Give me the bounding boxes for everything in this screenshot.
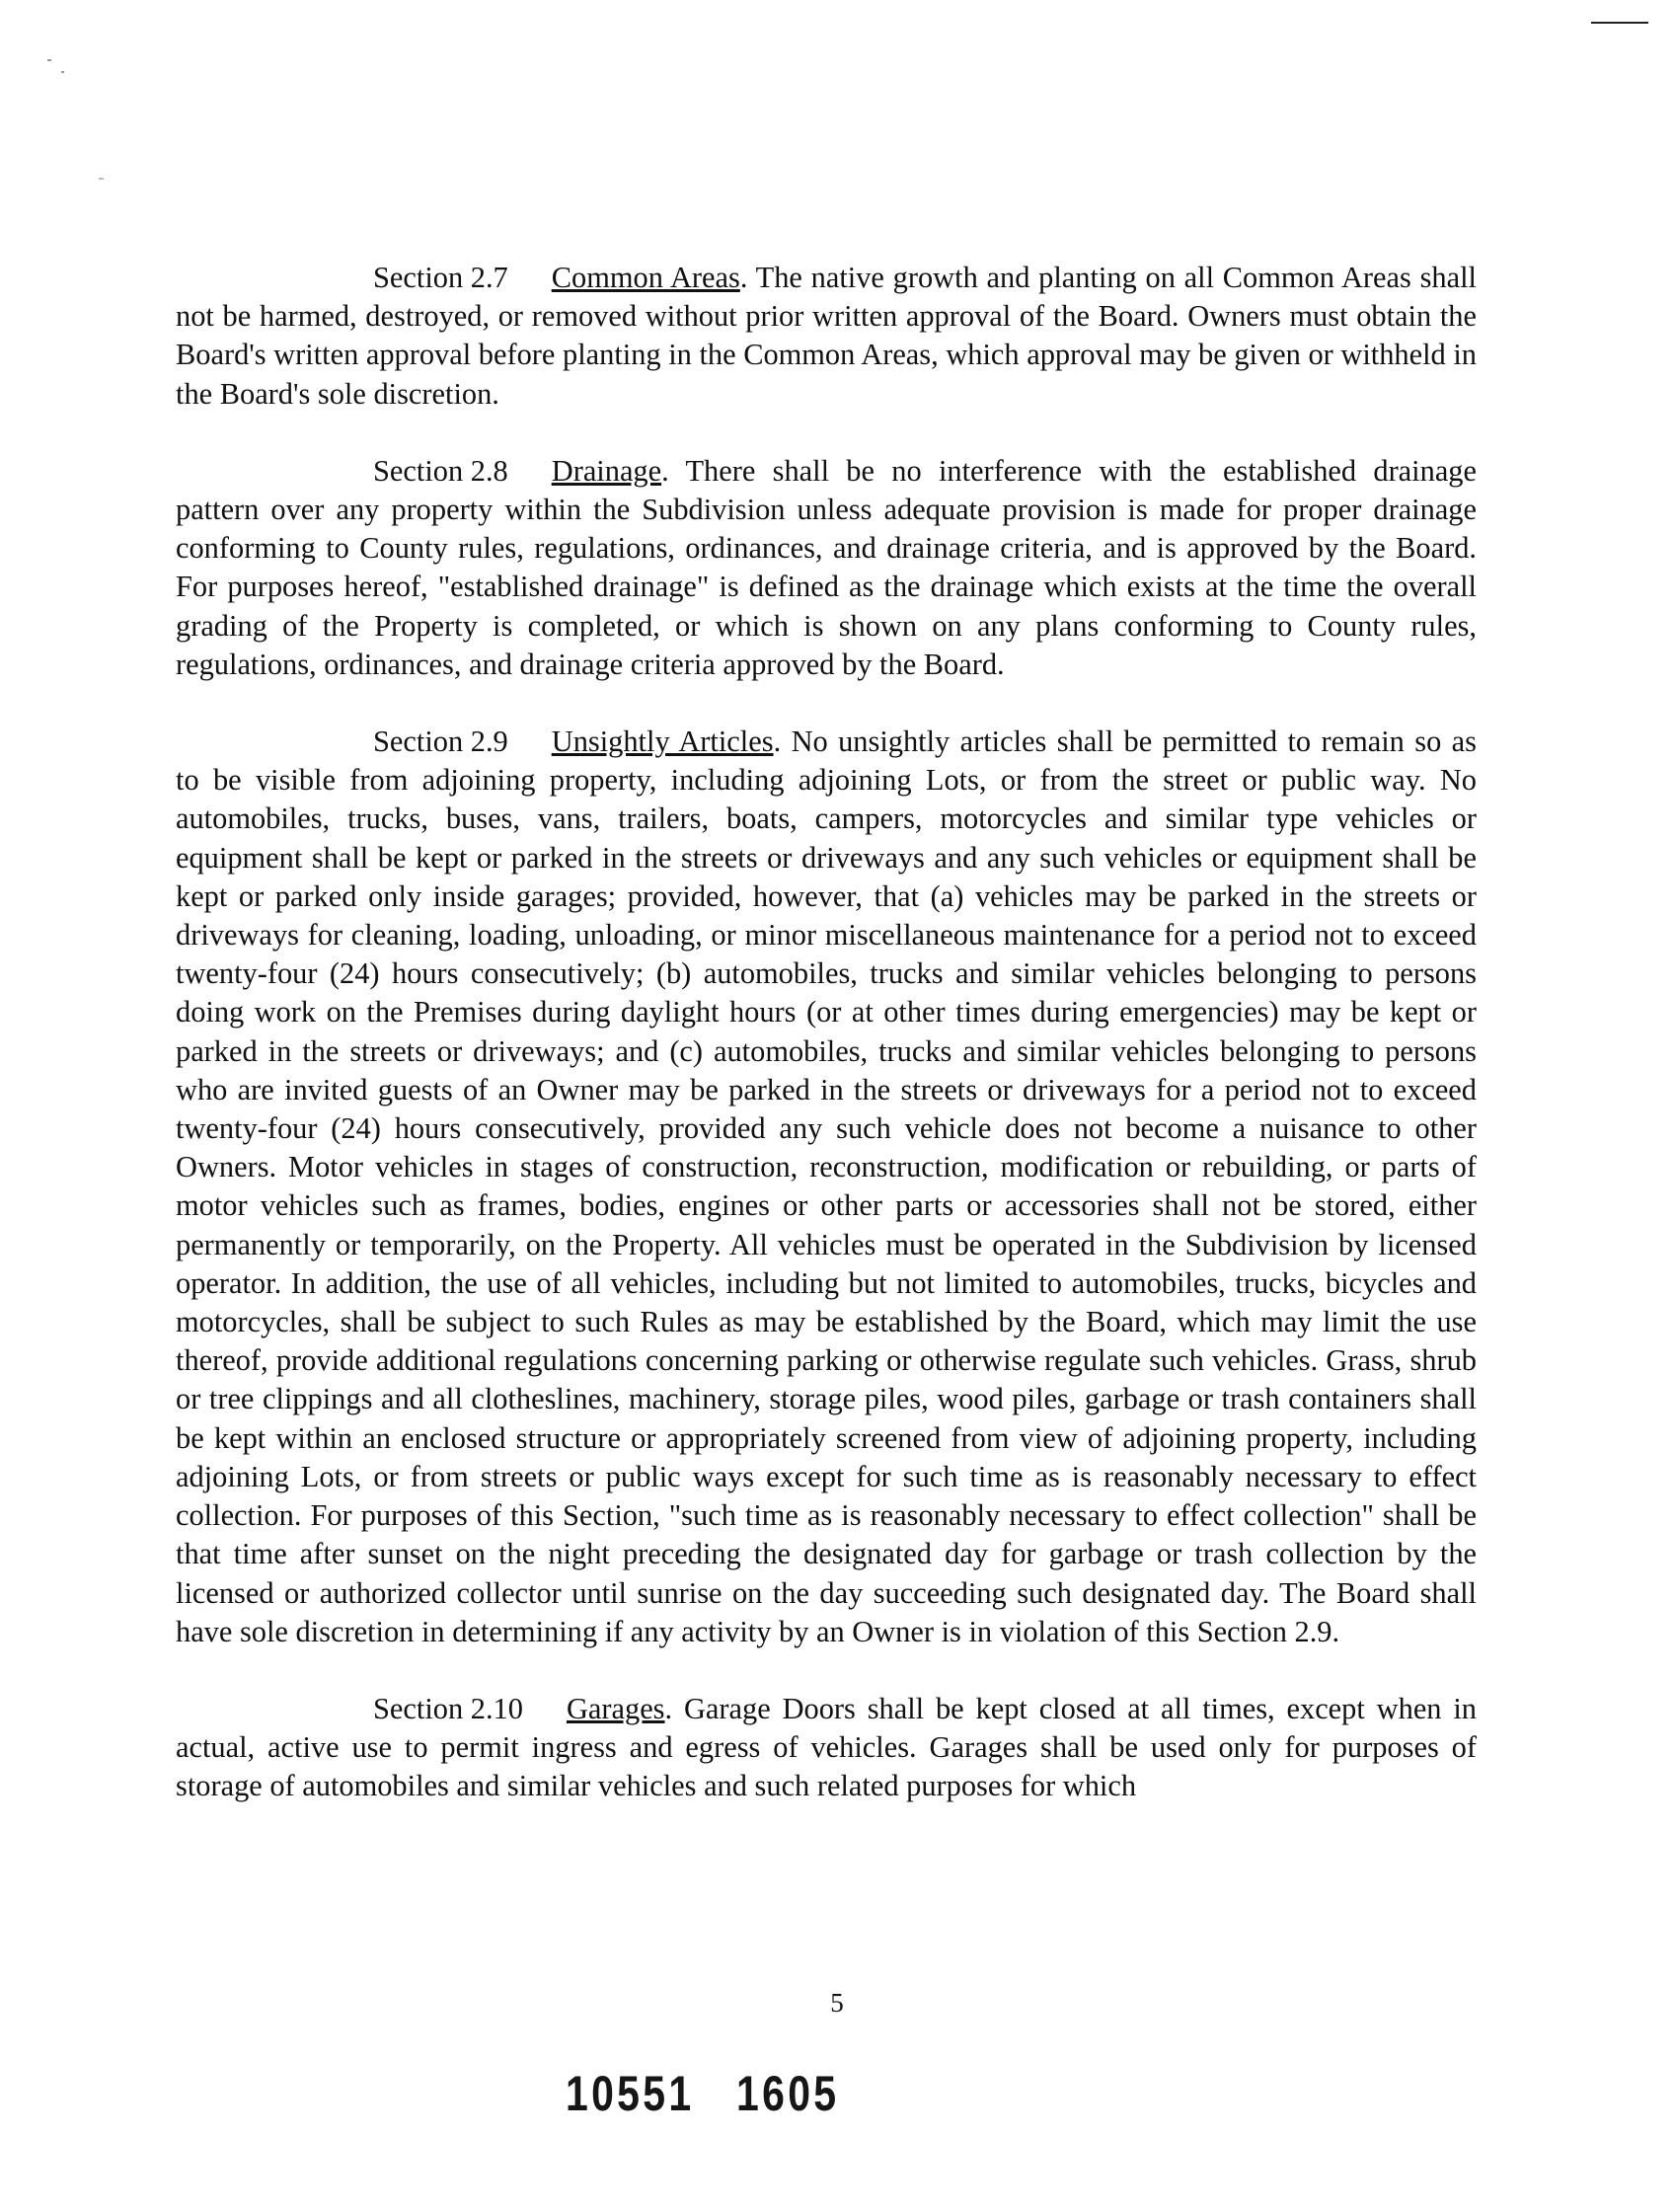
section-number: Section 2.9 <box>373 725 508 759</box>
section-number: Section 2.7 <box>373 261 508 294</box>
section-2-9: Section 2.9 Unsightly Articles. No unsightly articles shall be permitted to remain so as to be visible from adjoining property, including adjoining Lots, or from the street or public way. No automobiles, trucks, buses, vans, trailers, boats, campers, motorcycles and similar type vehicles or equipment shall be kept or parked in the streets or driveways and any such vehicles or equipment shall be kept or parked only inside garages; provided, however, that (a) vehicles may be parked in the streets or driveways for cleaning, loading, unloading, or minor miscellaneous maintenance for a period not to exceed twenty-four (24) hours consecutively; (b) automobiles, trucks and similar vehicles belonging to persons doing work on the Premises during daylight hours (or at other times during emergencies) may be kept or parked in the streets or driveways; and (c) automobiles, trucks and similar vehicles belonging to persons who are invited guests of an Owner may be parked in the streets or driveways for a period not to exceed twenty-four (24) hours consecutively, provided any such vehicle does not become a nuisance to other Owners. Motor vehicles in stages of construction, reconstruction, modification or rebuilding, or parts of motor vehicles such as frames, bodies, engines or other parts or accessories shall not be stored, either permanently or temporarily, on the Property. All vehicles must be operated in the Subdivision by licensed operator. In addition, the use of all vehicles, including but not limited to automobiles, trucks, bicycles and motorcycles, shall be subject to such Rules as may be established by the Board, which may limit the use thereof, provide additional regulations concerning parking or otherwise regulate such vehicles. Grass, shrub or tree clippings and all clotheslines, machinery, storage piles, wood piles, garbage or trash containers shall be kept within an enclosed structure or appropriately screened from view of adjoining property, including adjoining Lots, or from streets or public ways except for such time as is reasonably necessary to effect collection. For purposes of this Section, "such time as is reasonably necessary to effect collection" shall be that time after sunset on the night preceding the designated day for garbage or trash collection by the licensed or authorized collector until sunrise on the day succeeding such designated day. The Board shall have sole discretion in determining if any activity by an Owner is in violation of this Section 2.9. <box>176 725 1478 1648</box>
section-title: Unsightly Articles <box>551 725 774 759</box>
page-stamp-number: 1605 <box>736 2066 840 2121</box>
section-title: Garages <box>566 1691 665 1725</box>
section-body: The native growth and planting on all Common Areas shall not be harmed, destroyed, or removed without prior written approval of the Board. Owners must obtain the Board's written approval before planting in the Common Areas, which approval may be given or withheld in the Board's sole discretion. <box>176 261 1478 411</box>
corner-scan-mark <box>1591 22 1648 24</box>
section-body: No unsightly articles shall be permitted to remain so as to be visible from adjoining property, including adjoining Lots, or from the street or public way. No automobiles, trucks, buses, vans, trailers, boats, campers, motorcycles and similar type vehicles or equipment shall be kept or parked in the streets or driveways and any such vehicles or equipment shall be kept or parked only inside garages; provided, however, that (a) vehicles may be parked in the streets or driveways for cleaning, loading, unloading, or minor miscellaneous maintenance for a period not to exceed twenty-four (24) hours consecutively; (b) automobiles, trucks and similar vehicles belonging to persons doing work on the Premises during daylight hours (or at other times during emergencies) may be kept or parked in the streets or driveways; and (c) automobiles, trucks and similar vehicles belonging to persons who are invited guests of an Owner may be parked in the streets or driveways for a period not to exceed twenty-four (24) hours consecutively, provided any such vehicle does not become a nuisance to other Owners. Motor vehicles in stages of construction, reconstruction, modification or rebuilding, or parts of motor vehicles such as frames, bodies, engines or other parts or accessories shall not be stored, either permanently or temporarily, on the Property. All vehicles must be operated in the Subdivision by licensed operator. In addition, the use of all vehicles, including but not limited to automobiles, trucks, bicycles and motorcycles, shall be subject to such Rules as may be established by the Board, which may limit the use thereof, provide additional regulations concerning parking or otherwise regulate such vehicles. Grass, shrub or tree clippings and all clotheslines, machinery, storage piles, wood piles, garbage or trash containers shall be kept within an enclosed structure or appropriately screened from view of adjoining property, including adjoining Lots, or from streets or public ways except for such time as is reasonably necessary to effect collection. For purposes of this Section, "such time as is reasonably necessary to effect collection" shall be that time after sunset on the night preceding the designated day for garbage or trash collection by the licensed or authorized collector until sunrise on the day succeeding such designated day. The Board shall have sole discretion in determining if any activity by an Owner is in violation of this Section 2.9. <box>176 725 1478 1648</box>
section-body: There shall be no interference with the established drainage pattern over any property within the Subdivision unless adequate provision is made for proper drainage conforming to County rules, regulations, ordinances, and drainage criteria, and is approved by the Board. For purposes hereof, "established drainage" is defined as the drainage which exists at the time the overall grading of the Property is completed, or which is shown on any plans conforming to County rules, regulations, ordinances, and drainage criteria approved by the Board. <box>176 453 1477 681</box>
book-number: 10551 <box>566 2066 695 2121</box>
scan-speck <box>61 71 64 73</box>
scan-speck <box>99 178 104 180</box>
scan-speck <box>47 59 51 61</box>
section-number: Section 2.8 <box>373 453 508 488</box>
page-number: 5 <box>830 1988 844 2018</box>
section-2-7: Section 2.7 Common Areas. The native growth and planting on all Common Areas shall not be harmed, destroyed, or removed without prior written approval of the Board. Owners must obtain the Board's written approval before planting in the Common Areas, which approval may be given or withheld in the Board's sole discretion. <box>176 261 1478 411</box>
section-2-10: Section 2.10 Garages. Garage Doors shall be kept closed at all times, except when in actual, active use to permit ingress and egress of vehicles. Garages shall be used only for purposes of storage of automobiles and similar vehicles and such related purposes for which <box>176 1691 1477 1803</box>
section-number: Section 2.10 <box>373 1691 523 1725</box>
section-body: Garage Doors shall be kept closed at all times, except when in actual, active use to permit ingress and egress of vehicles. Garages shall be used only for purposes of storage of automobiles and similar vehicles and such related purposes for which <box>176 1691 1477 1803</box>
section-title: Drainage <box>551 453 662 488</box>
recording-stamp <box>566 2065 839 2122</box>
document-body <box>176 259 1477 1845</box>
section-title: Common Areas <box>551 261 740 294</box>
section-2-8: Section 2.8 Drainage. There shall be no interference with the established drainage pattern over any property within the Subdivision unless adequate provision is made for proper drainage conforming to County rules, regulations, ordinances, and drainage criteria, and is approved by the Board. For purposes hereof, "established drainage" is defined as the drainage which exists at the time the overall grading of the Property is completed, or which is shown on any plans conforming to County rules, regulations, ordinances, and drainage criteria approved by the Board. <box>176 453 1477 681</box>
